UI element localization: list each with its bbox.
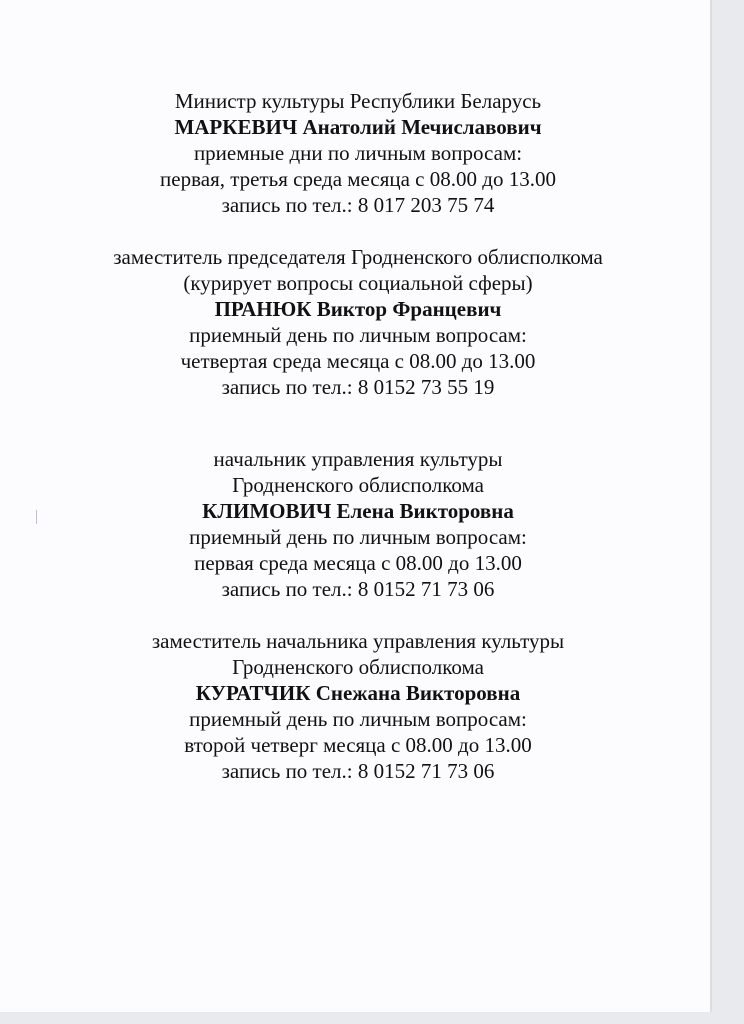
- reception-schedule-text: второй четверг месяца с 08.00 до 13.00: [184, 733, 532, 757]
- position-title: заместитель председателя Гродненского облисполкома: [113, 245, 603, 269]
- reception-days-label: приемный день по личным вопросам:: [189, 707, 527, 731]
- position-title: заместитель начальника управления культуры: [151, 629, 565, 653]
- phone-line: запись по тел.: 8 0152 71 73 06: [221, 577, 495, 601]
- organization-name: Гродненского облисполкома: [232, 473, 484, 497]
- culture-head-block: [0, 446, 712, 602]
- organization-name: Гродненского облисполкома: [232, 655, 484, 679]
- culture-deputy-head-block: [0, 628, 712, 784]
- reception-days-label: приемные дни по личным вопросам:: [193, 141, 523, 165]
- phone-line: запись по тел.: 8 0152 71 73 06: [221, 759, 495, 783]
- reception-schedule-text: первая, третья среда месяца с 08.00 до 13.00: [160, 167, 556, 191]
- reception-days-label: приемный день по личным вопросам:: [189, 525, 527, 549]
- position-title: Министр культуры Республики Беларусь: [174, 89, 542, 113]
- position-note: (курирует вопросы социальной сферы): [183, 271, 533, 295]
- official-name: ПРАНЮК Виктор Францевич: [214, 297, 502, 321]
- reception-schedule: [0, 88, 712, 784]
- reception-schedule-text: первая среда месяца с 08.00 до 13.00: [194, 551, 522, 575]
- minister-block: [0, 88, 712, 218]
- position-title: начальник управления культуры: [213, 447, 503, 471]
- phone-line: запись по тел.: 8 017 203 75 74: [221, 193, 495, 217]
- deputy-chairman-block: [0, 244, 712, 400]
- phone-line: запись по тел.: 8 0152 73 55 19: [221, 375, 495, 399]
- reception-days-label: приемный день по личным вопросам:: [189, 323, 527, 347]
- official-name: МАРКЕВИЧ Анатолий Мечиславович: [174, 115, 542, 139]
- reception-schedule-text: четвертая среда месяца с 08.00 до 13.00: [180, 349, 536, 373]
- official-name: КУРАТЧИК Снежана Викторовна: [195, 681, 521, 705]
- official-name: КЛИМОВИЧ Елена Викторовна: [202, 499, 514, 523]
